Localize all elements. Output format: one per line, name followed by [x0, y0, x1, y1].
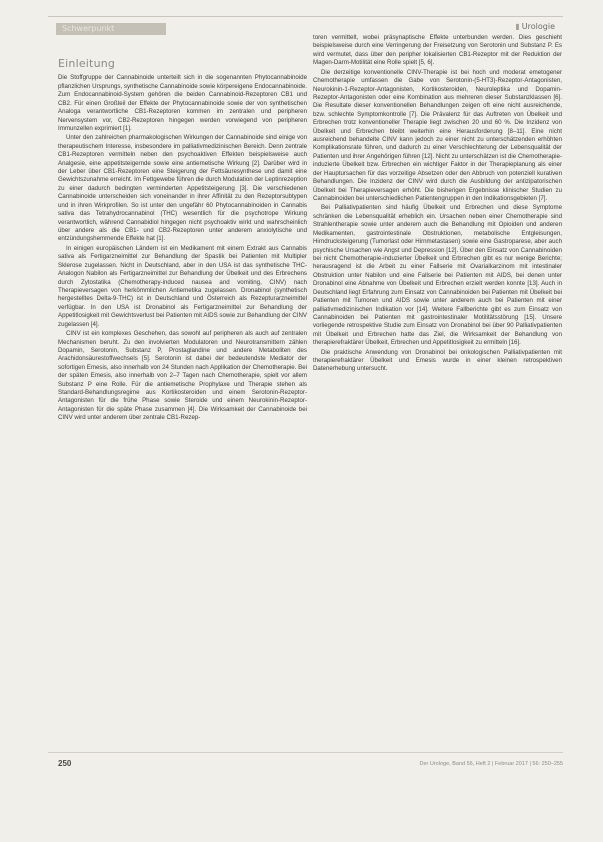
paragraph: CINV ist ein komplexes Geschehen, das sowohl auf peripheren als auch auf zentralen Mechanismen beruht. Zu den involvierten Modulatoren und Neurotransmittern zählen Dopamin, Serotonin, Substanz P, Prostaglandine und andere Metaboliten des Arachidonsäurestoffwechsels [5]. Serotonin ist dabei der bedeutendste Mediator der sofortigen Emesis, also innerhalb von 24 Stunden nach Applikation der Chemotherapie. Bei der späten Emesis, also innerhalb von 2–7 Tagen nach Chemotherapie, spielt vor allem Substanz P eine Rolle. Für die antiemetische Prophylaxe und Therapie stehen als Standard-Behandlungsregime aus Kortikosteroiden und einem Serotonin-Rezeptor-Antagonisten für die frühe Phase sowie Steroide und einem Neurokinin-Rezeptor-Antagonisten für die späte Phase zusammen [4]. Die Wirksamkeit der Cannabinoide bei CINV wird unter anderem über zentrale CB1-Rezep-	[58, 330, 307, 422]
paragraph: Die derzeitige konventionelle CINV-Therapie ist bei hoch und moderat emetogener Chemotherapie umfassen die Gabe von Serotonin-(5-HT3)-Rezeptor-Antagonisten, Neurokinin-1-Rezeptor-Antagonisten, Kortikosteroiden, Neuroleptika und Dopamin-Rezeptor-Antagonisten oder eine Kombination aus mehreren dieser Substanzklassen [6]. Die Resultate dieser konventionellen Behandlungen zeigen oft eine nicht ausreichende, bzw. schlechte Symptomkontrolle [7]. Die Prävalenz für das Auftreten von Übelkeit und Erbrechen trotz konventioneller Therapie liegt zwischen 20 und 60 %. Die Inzidenz von Übelkeit und Erbrechen bleibt weiterhin eine Herausforderung [8–11]. Eine nicht ausreichend behandelte CINV kann jedoch zu einer nicht zu unterschätzenden erhöhten Komplikationsrate führen, und dadurch zu einer Verschlechterung der Lebensqualität der Patienten und ihrer Angehörigen führen [12]. Nicht zu unterschätzen ist die Chemotherapie-induzierte Übelkeit bzw. Erbrechen ein wichtiger Faktor in der Therapieplanung als einer der Hauptursachen für das vorzeitige Absetzen oder den Abbruch von potenziell kurativen Behandlungen. Die Inzidenz der CINV wird durch die Ausbildung der antizipatorischen Übelkeit bei Therapieversagen erhöht. Die bisherigen Ergebnisse klinischer Studien zu Cannabinoiden bei unterschiedlichen Patientengruppen in den Indikationsgebieten [7].	[313, 68, 562, 203]
section-heading: Einleitung	[58, 57, 116, 70]
section-label: Schwerpunkt	[56, 23, 166, 35]
journal-marker-icon: ▮	[515, 22, 520, 31]
right-column	[313, 34, 562, 374]
journal-citation: Der Urologe, Band 56, Heft 2 | Februar 2017 | 56: 250–255	[419, 761, 563, 767]
journal-label	[515, 22, 555, 31]
journal-name: Urologie	[521, 22, 555, 31]
paragraph: toren vermittelt, wobei präsynaptische Effekte unterbunden werden. Dies geschieht beispielsweise durch eine Verringerung der Freisetzung von Serotonin und Substanz P. Es wird vermutet, dass über den peripher lokalisierten CB1-Rezeptor mit der Reduktion der Magen-Darm-Motilität eine Rolle spielt [5, 6].	[313, 34, 562, 67]
footer-rule	[48, 752, 563, 753]
left-column	[58, 57, 307, 423]
paragraph: Die Stoffgruppe der Cannabinoide unterteilt sich in die sogenannten Phytocannabinoide pflanzlichen Ursprungs, synthetische Cannabinoide sowie körpereigene Endocannabinoide. Zum Endocannabinoid-System gehören die beiden Cannabinoid-Rezeptoren CB1 und CB2. Für einen Großteil der Effekte der Phytocannabinoide sowie der von synthetischen Analoga verantwortliche CB1-Rezeptoren kommen im zentralen und peripheren Nervensystem vor, CB2-Rezeptoren hingegen werden vorwiegend von peripheren Immunzellen exprimiert [1].	[58, 74, 307, 132]
paragraph: Bei Palliativpatienten sind häufig Übelkeit und Erbrechen und diese Symptome schränken die Lebensqualität erheblich ein. Ursachen neben einer Chemotherapie sind Strahlentherapie sowie unter anderem auch die Behandlung mit Opioiden und anderen Medikamenten, gastrointestinale Obstruktionen, metabolische Entgleisungen, Hirndrucksteigerung (Tumorlast oder Hirnmetastasen) sowie eine Gastroparese, aber auch psychische Ursachen wie Angst und Depression [12]. Über den Einsatz von Cannabinoiden bei nicht Chemotherapie-induzierter Übelkeit und Erbrechen gibt es nur wenige Berichte; herausragend ist die Arbeit zu einer Fallserie mit Ovarialkarzinom mit intestinaler Obstruktion unter Nabilon und eine Fallserie bei Patienten mit AIDS, bei denen unter Dronabinol eine Abnahme von Übelkeit und Erbrechen erzielt werden konnte [13]. Auch in Deutschland liegt Erfahrung zum Einsatz von Cannabinoiden bei Patienten mit Übelkeit bei Patienten mit Tumoren und AIDS sowie unter anderem auch bei Patienten mit einer palliativmedizinischen Indikation vor [14]. Weitere Fallberichte gibt es zum Einsatz von Cannabinoiden bei Patienten mit gastrointestinaler Motilitätsstörung [15]. Unsere vorliegende retrospektive Studie zum Einsatz von Dronabinol bei über 90 Palliativpatienten mit Übelkeit und Erbrechen hatte das Ziel, die Wirksamkeit der Behandlung von therapierefraktärer Übelkeit, Erbrechen und Appetitlosigkeit zu ermitteln [16].	[313, 204, 562, 347]
paragraph: Unter den zahlreichen pharmakologischen Wirkungen der Cannabinoide sind einige von therapeutischem Interesse, insbesondere im palliativmedizinischen Bereich. Denn zentrale CB1-Rezeptoren vermitteln neben den psychoaktiven Effekten beispielsweise auch Analgesie, eine appetitsteigernde sowie eine antiemetische Wirkung [2]. Darüber wird in der Leber über CB1-Rezeptoren eine Steigerung der Fettsäuresynthese und damit eine Gewichtszunahme erreicht. Im Fettgewebe führen die durch Modulation der Leptinrezeption zu einer dadurch bedingten verminderten Appetitsteigerung [3]. Die verschiedenen Cannabinoide unterscheiden sich voneinander in ihrer Affinität zu den Rezeptorsubtypen und in ihren Wirkprofilen. So ist unter den ungefähr 60 Phytocannabinoiden in Cannabis sativa das Tetrahydrocannabinol (THC) wesentlich für die psychotrope Wirkung verantwortlich, während Cannabidiol hingegen nicht psychoaktiv wirkt und wahrscheinlich über andere als die CB1- und CB2-Rezeptoren unter anderem anxiolytische und entzündungshemmende Effekte hat [1].	[58, 134, 307, 243]
paragraph: Die praktische Anwendung von Dronabinol bei onkologischen Palliativpatienten mit therapierefraktärer Übelkeit und Emesis wurde in einer kleinen retrospektiven Datenerhebung untersucht.	[313, 348, 562, 373]
page-number: 250	[58, 759, 72, 768]
paragraph: In einigen europäischen Ländern ist ein Medikament mit einem Extrakt aus Cannabis sativa als Fertigarzneimittel zur Behandlung der Spastik bei Patienten mit Multipler Sklerose zugelassen. Nicht in Deutschland, aber in den USA ist das synthetische THC-Analogon Nabilon als Fertigarzneimittel zur Behandlung der Übelkeit und des Erbrechens durch Zytostatika (Chemotherapy-induced nausea and vomiting, CINV) nach Therapieversagen von herkömmlichen Antiemetika zugelassen. Dronabinol (synthetisch hergestelltes Delta-9-THC) ist in Deutschland und Österreich als Rezepturarzneimittel verfügbar. In den USA ist Dronabinol als Fertigarzneimittel zur Behandlung der Appetitlosigkeit mit Gewichtsverlust bei Patienten mit AIDS sowie zur Behandlung der CINV zugelassen [4].	[58, 244, 307, 328]
